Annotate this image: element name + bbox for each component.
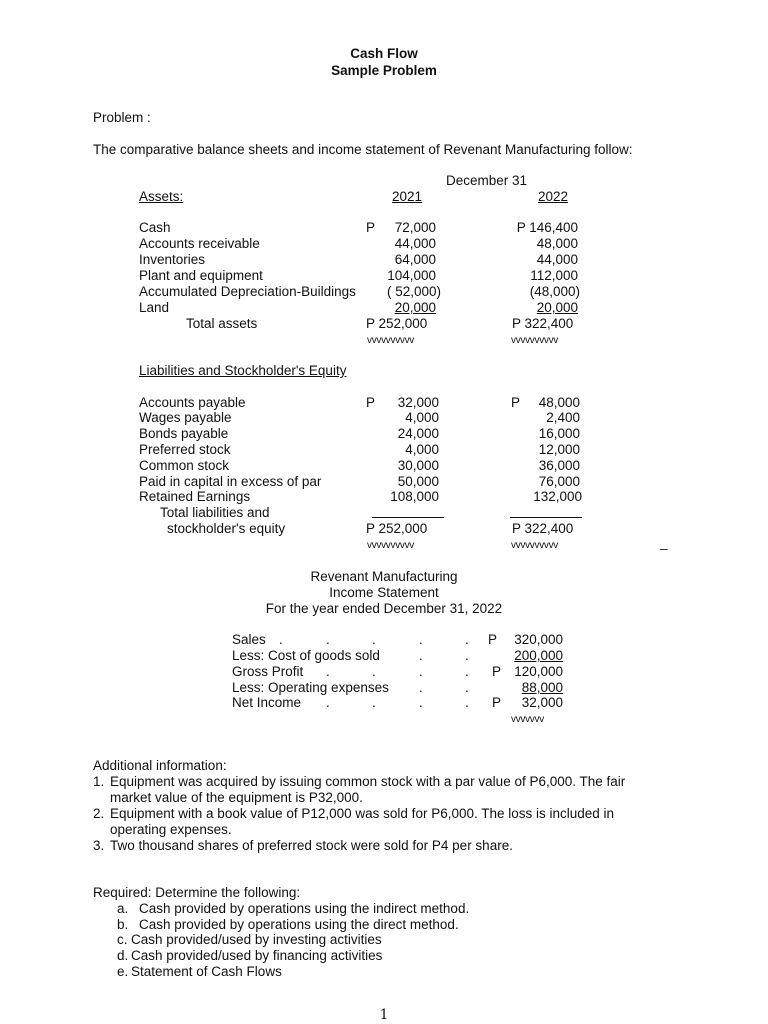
document-subtitle: Sample Problem	[331, 63, 437, 78]
leader-dot: .	[465, 664, 469, 679]
value-2021: 20,000	[394, 300, 436, 315]
income-title: Income Statement	[329, 585, 439, 600]
value-2021: 72,000	[394, 220, 436, 235]
row-label: Inventories	[139, 252, 206, 267]
double-underline: vvvvvvvvvv	[367, 335, 415, 346]
row-label: Less: Operating expenses	[232, 680, 389, 695]
value-2022: 112,000	[530, 268, 578, 283]
leader-dot: .	[326, 664, 330, 679]
value-2022: 44,000	[536, 252, 578, 267]
row-label: Land	[139, 300, 170, 315]
peso-sign: P	[366, 220, 376, 235]
leader-dot: .	[465, 648, 469, 663]
sum-line	[510, 517, 582, 518]
stray-mark: _	[660, 535, 668, 550]
leader-dot: .	[326, 695, 330, 710]
intro-text: The comparative balance sheets and income statement of Revenant Manufacturing follow:	[93, 142, 633, 157]
item-letter: a.	[117, 901, 129, 916]
leader-dot: .	[372, 695, 376, 710]
item-number: 1.	[93, 774, 105, 789]
assets-heading: Assets:	[139, 189, 184, 204]
income-company: Revenant Manufacturing	[310, 569, 458, 584]
leader-dot: .	[419, 632, 423, 647]
leader-dot: .	[279, 632, 283, 647]
required-heading: Required: Determine the following:	[93, 885, 301, 900]
row-label: Preferred stock	[139, 442, 231, 457]
value-2022: 2,400	[546, 410, 580, 425]
row-value: 32,000	[521, 695, 563, 710]
row-label: Common stock	[139, 458, 230, 473]
peso-sign: P	[511, 395, 521, 410]
total-assets-2021: P 252,000	[366, 316, 428, 331]
peso-sign: P	[366, 395, 376, 410]
item-letter: d.	[117, 948, 129, 963]
row-label: Less: Cost of goods sold	[232, 648, 380, 663]
item-text: Cash provided/used by investing activities	[131, 932, 382, 947]
value-2022: 16,000	[538, 426, 580, 441]
total-liabilities-label: stockholder's equity	[167, 521, 286, 536]
item-text: Two thousand shares of preferred stock were sold for P4 per share.	[110, 838, 513, 853]
row-label: Cash	[139, 220, 171, 235]
year-2021-header: 2021	[392, 189, 423, 204]
value-2021: 4,000	[405, 442, 439, 457]
page-number: 1	[379, 1007, 389, 1023]
leader-dot: .	[419, 664, 423, 679]
value-2022: 12,000	[538, 442, 580, 457]
value-2022: 76,000	[538, 474, 580, 489]
double-underline: vvvvvvvvvv	[367, 540, 415, 551]
item-text: operating expenses.	[110, 822, 232, 837]
peso-sign: P	[492, 695, 502, 710]
item-text: Cash provided by operations using the indirect method.	[139, 901, 470, 916]
problem-label: Problem :	[93, 110, 151, 125]
value-2022: 132,000	[533, 489, 582, 504]
peso-sign: P	[492, 664, 502, 679]
item-text: market value of the equipment is P32,000.	[110, 790, 363, 805]
item-number: 2.	[93, 806, 105, 821]
additional-info-heading: Additional information:	[93, 758, 227, 773]
value-2021: 64,000	[394, 252, 436, 267]
value-2021: ( 52,000)	[386, 284, 441, 299]
peso-sign: P	[488, 632, 498, 647]
value-2022: 36,000	[538, 458, 580, 473]
total-assets-label: Total assets	[186, 316, 258, 331]
total-liabilities-2022: P 322,400	[512, 521, 574, 536]
leader-dot: .	[419, 695, 423, 710]
row-value: 120,000	[514, 664, 563, 679]
value-2021: 4,000	[405, 410, 439, 425]
item-letter: b.	[117, 917, 129, 932]
value-2021: 30,000	[397, 458, 439, 473]
income-period: For the year ended December 31, 2022	[265, 601, 503, 616]
leader-dot: .	[326, 632, 330, 647]
row-value: 200,000	[514, 648, 563, 663]
leader-dot: .	[465, 680, 469, 695]
liabilities-heading: Liabilities and Stockholder's Equity	[139, 363, 347, 378]
value-2022: 20,000	[536, 300, 578, 315]
row-label: Net Income	[232, 695, 302, 710]
leader-dot: .	[419, 680, 423, 695]
value-2021: 108,000	[390, 489, 439, 504]
row-label: Plant and equipment	[139, 268, 263, 283]
item-letter: e.	[117, 964, 129, 979]
row-value: 320,000	[514, 632, 563, 647]
item-text: Statement of Cash Flows	[131, 964, 282, 979]
row-label: Paid in capital in excess of par	[139, 474, 322, 489]
item-text: Equipment was acquired by issuing common stock with a par value of P6,000. The fair	[110, 774, 626, 789]
period-header: December 31	[446, 173, 528, 188]
row-value: 88,000	[521, 680, 563, 695]
year-2022-header: 2022	[538, 189, 569, 204]
total-liabilities-2021: P 252,000	[366, 521, 428, 536]
value-2022: 48,000	[536, 236, 578, 251]
value-2021: 44,000	[394, 236, 436, 251]
value-2021: 104,000	[387, 268, 436, 283]
row-label: Sales	[232, 632, 266, 647]
row-label: Bonds payable	[139, 426, 229, 441]
item-text: Cash provided by operations using the direct method.	[139, 917, 459, 932]
row-label: Wages payable	[139, 410, 232, 425]
sum-line	[372, 517, 444, 518]
double-underline: vvvvvvv	[511, 714, 544, 725]
row-label: Accounts payable	[139, 395, 246, 410]
item-letter: c.	[117, 932, 128, 947]
value-2022: (48,000)	[529, 284, 580, 299]
double-underline: vvvvvvvvvv	[511, 335, 559, 346]
row-label: Accounts receivable	[139, 236, 260, 251]
item-text: Cash provided/used by financing activities	[131, 948, 383, 963]
leader-dot: .	[465, 695, 469, 710]
leader-dot: .	[465, 632, 469, 647]
total-liabilities-label: Total liabilities and	[160, 505, 270, 520]
value-2021: 32,000	[397, 395, 439, 410]
value-2022: 48,000	[538, 395, 580, 410]
document-title: Cash Flow	[350, 46, 418, 61]
row-label: Accumulated Depreciation-Buildings	[139, 284, 356, 299]
row-label: Gross Profit	[232, 664, 304, 679]
total-assets-2022: P 322,400	[512, 316, 574, 331]
value-2022: P 146,400	[516, 220, 578, 235]
double-underline: vvvvvvvvvv	[511, 540, 559, 551]
item-text: Equipment with a book value of P12,000 was sold for P6,000. The loss is included in	[110, 806, 615, 821]
value-2021: 24,000	[397, 426, 439, 441]
leader-dot: .	[372, 664, 376, 679]
leader-dot: .	[372, 632, 376, 647]
value-2021: 50,000	[397, 474, 439, 489]
leader-dot: .	[419, 648, 423, 663]
row-label: Retained Earnings	[139, 489, 251, 504]
item-number: 3.	[93, 838, 105, 853]
